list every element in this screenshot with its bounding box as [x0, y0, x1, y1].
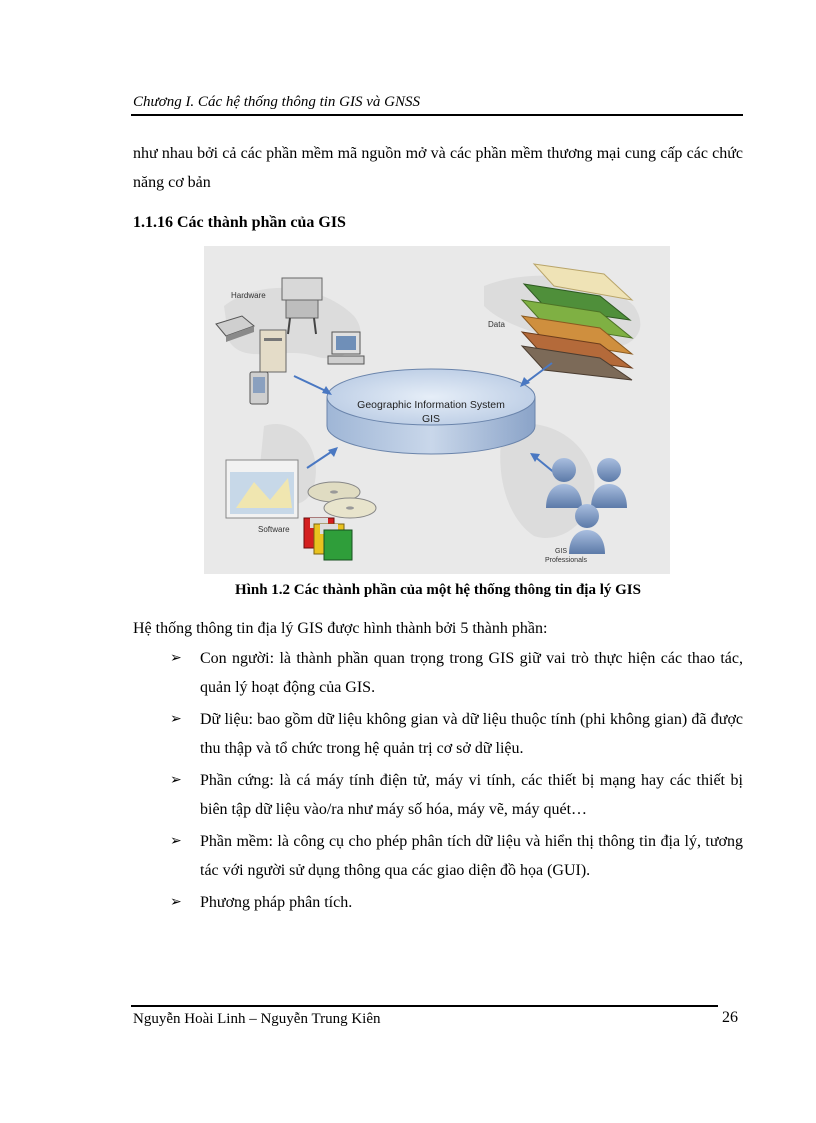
header-divider [131, 114, 743, 116]
list-item-text: Dữ liệu: bao gồm dữ liệu không gian và dữ liệu thuộc tính (phi không gian) đã được thu thập và tổ chức trong hệ quản trị cơ sở dữ liệu. [200, 711, 743, 757]
data-label: Data [488, 320, 505, 329]
list-item-text: Phương pháp phân tích. [200, 894, 353, 911]
hardware-label: Hardware [231, 291, 266, 300]
page-number: 26 [722, 1009, 738, 1026]
section-heading: 1.1.16 Các thành phần của GIS [133, 214, 346, 231]
bullet-arrow-icon: ➢ [170, 772, 182, 788]
list-item-text: Phần mềm: là công cụ cho phép phân tích dữ liệu và hiển thị thông tin địa lý, tương tác với người sử dụng thông qua các giao diện đồ họa (GUI). [200, 833, 743, 879]
bullet-arrow-icon: ➢ [170, 833, 182, 849]
list-item [170, 705, 743, 763]
gis-components-figure [204, 246, 670, 574]
database-cylinder [327, 369, 535, 454]
bullet-arrow-icon: ➢ [170, 894, 182, 910]
system-title-line2: GIS [421, 413, 441, 425]
system-title-line1: Geographic Information System [357, 399, 505, 411]
list-item [170, 827, 743, 885]
footer-divider [131, 1005, 718, 1007]
list-item [170, 888, 743, 917]
software-label: Software [258, 525, 290, 534]
list-item [170, 644, 743, 702]
running-header: Chương I. Các hệ thống thông tin GIS và GNSS [133, 94, 420, 110]
bullet-arrow-icon: ➢ [170, 711, 182, 727]
footer-authors: Nguyễn Hoài Linh – Nguyễn Trung Kiên [133, 1011, 381, 1027]
figure-caption: Hình 1.2 Các thành phần của một hệ thống thông tin địa lý GIS [235, 582, 641, 598]
components-list [170, 644, 743, 920]
intro-paragraph: như nhau bởi cả các phần mềm mã nguồn mở và các phần mềm thương mại cung cấp các chức năng cơ bản [133, 145, 743, 191]
list-item [170, 766, 743, 824]
gis-professionals-label-line2: Professionals [545, 557, 588, 564]
bullet-arrow-icon: ➢ [170, 650, 182, 666]
gis-professionals-label-line1: GIS [555, 548, 568, 555]
list-item-text: Phần cứng: là cá máy tính điện tử, máy vi tính, các thiết bị mạng hay các thiết bị biên tập dữ liệu vào/ra như máy số hóa, máy vẽ, máy quét… [200, 772, 743, 818]
list-item-text: Con người: là thành phần quan trọng trong GIS giữ vai trò thực hiện các thao tác, quản lý hoạt động của GIS. [200, 650, 743, 696]
components-intro: Hệ thống thông tin địa lý GIS được hình thành bởi 5 thành phần: [133, 620, 548, 637]
